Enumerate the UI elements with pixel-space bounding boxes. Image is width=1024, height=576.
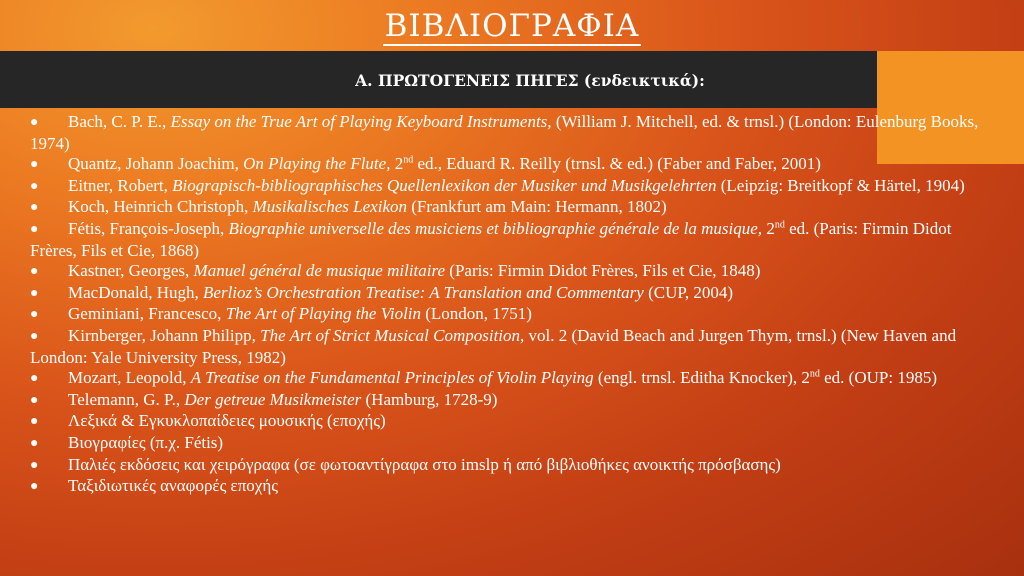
item-pre: Kastner, Georges, bbox=[68, 261, 194, 281]
bibliography-item bbox=[30, 154, 980, 176]
bullet-icon: ● bbox=[30, 200, 39, 216]
bullet-icon: ● bbox=[30, 221, 39, 237]
item-it: Musikalisches Lexikon bbox=[252, 197, 407, 217]
item-post: (Hamburg, 1728-9) bbox=[361, 389, 498, 409]
bullet-icon: ● bbox=[30, 371, 39, 387]
slide-title-text: ΒΙΒΛΙΟΓΡΑΦΙΑ bbox=[384, 8, 640, 44]
bullet-icon: ● bbox=[30, 435, 39, 451]
item-pre: Βιογραφίες (π.χ. Fétis) bbox=[68, 432, 224, 452]
bullet-icon: ● bbox=[30, 264, 39, 280]
bibliography-item bbox=[30, 112, 980, 154]
bibliography-item bbox=[30, 219, 980, 261]
item-post2: ed. (Paris: Firmin Didot Frères, Fils et Cie, 1868) bbox=[30, 218, 952, 260]
item-it: The Art of Strict Musical Composition, bbox=[260, 325, 525, 345]
section-subtitle: Α. ΠΡΩΤΟΓΕΝΕΙΣ ΠΗΓΕΣ (ενδεικτικά): bbox=[355, 71, 705, 90]
item-pre: Bach, C. P. E., bbox=[68, 112, 171, 131]
bibliography-item bbox=[30, 304, 980, 326]
bibliography-item bbox=[30, 326, 980, 368]
bibliography-item bbox=[30, 368, 980, 390]
item-post2: ed., Eduard R. Reilly (trnsl. & ed.) (Faber and Faber, 2001) bbox=[413, 154, 821, 174]
bibliography-item bbox=[30, 411, 980, 433]
bullet-icon: ● bbox=[30, 392, 39, 408]
item-post: 2 bbox=[762, 218, 775, 238]
bibliography-item bbox=[30, 197, 980, 219]
item-post: (engl. trnsl. Editha Knocker), 2 bbox=[593, 368, 810, 388]
item-sup: nd bbox=[774, 219, 785, 231]
item-sup: nd bbox=[403, 154, 414, 166]
item-post: (Frankfurt am Main: Hermann, 1802) bbox=[407, 197, 667, 217]
item-pre: Λεξικά & Εγκυκλοπαίδειες μουσικής (εποχής) bbox=[68, 411, 386, 431]
bullet-icon: ● bbox=[30, 414, 39, 430]
item-post: (CUP, 2004) bbox=[643, 282, 734, 302]
item-pre: Mozart, Leopold, bbox=[68, 368, 191, 388]
item-pre: Telemann, G. P., bbox=[68, 389, 185, 409]
bibliography-item bbox=[30, 390, 980, 412]
item-it: The Art of Playing the Violin bbox=[225, 304, 422, 324]
item-it: Biograpisch-bibliographisches Quellenlexikon der Musiker und Musikgelehrten bbox=[172, 175, 717, 195]
item-it: Berlioz’s Orchestration Treatise: A Translation and Commentary bbox=[203, 282, 644, 302]
item-it: Manuel général de musique militaire bbox=[193, 261, 446, 281]
bullet-icon: ● bbox=[30, 157, 39, 173]
item-post: (William J. Mitchell, ed. & trnsl.) (London: Eulenburg Books, 1974) bbox=[30, 112, 979, 153]
item-it: A Treatise on the Fundamental Principles of Violin Playing bbox=[190, 368, 594, 388]
bullet-icon: ● bbox=[30, 328, 39, 344]
bibliography-item bbox=[30, 283, 980, 305]
bullet-icon: ● bbox=[30, 285, 39, 301]
bibliography-item bbox=[30, 261, 980, 283]
item-pre: MacDonald, Hugh, bbox=[68, 282, 204, 302]
slide-title bbox=[0, 8, 1024, 44]
item-it: On Playing the Flute, bbox=[243, 154, 391, 174]
item-post: (London, 1751) bbox=[421, 304, 532, 324]
bullet-icon: ● bbox=[30, 307, 39, 323]
item-pre: Fétis, François-Joseph, bbox=[68, 218, 229, 238]
bullet-icon: ● bbox=[30, 479, 39, 495]
item-it: Biographie universelle des musiciens et bibliographie générale de la musique, bbox=[228, 218, 763, 238]
item-post: vol. 2 (David Beach and Jurgen Thym, trnsl.) (New Haven and London: Yale University Press, 1982) bbox=[30, 325, 957, 367]
item-post: (Leipzig: Breitkopf & Härtel, 1904) bbox=[716, 175, 965, 195]
bibliography-item bbox=[30, 455, 980, 477]
item-pre: Ταξιδιωτικές αναφορές εποχής bbox=[68, 476, 278, 496]
item-post: 2 bbox=[390, 154, 404, 174]
bibliography-list bbox=[30, 112, 980, 498]
item-post: (Paris: Firmin Didot Frères, Fils et Cie, 1848) bbox=[445, 261, 761, 281]
bibliography-item bbox=[30, 476, 980, 498]
item-post2: ed. (OUP: 1985) bbox=[819, 368, 937, 388]
item-pre: Geminiani, Francesco, bbox=[68, 304, 226, 324]
item-sup: nd bbox=[809, 368, 820, 380]
item-it: Der getreue Musikmeister bbox=[184, 389, 362, 409]
bullet-icon: ● bbox=[30, 178, 39, 194]
bullet-icon: ● bbox=[30, 457, 39, 473]
bibliography-item bbox=[30, 176, 980, 198]
item-pre: Παλιές εκδόσεις και χειρόγραφα (σε φωτοαντίγραφα στο imslp ή από βιβλιοθήκες ανοικτής πρόσβασης) bbox=[68, 454, 781, 474]
bullet-icon: ● bbox=[30, 115, 39, 130]
bibliography-item bbox=[30, 433, 980, 455]
item-pre: Kirnberger, Johann Philipp, bbox=[68, 325, 261, 345]
item-pre: Quantz, Johann Joachim, bbox=[68, 154, 244, 174]
item-it: Essay on the True Art of Playing Keyboard Instruments, bbox=[170, 112, 552, 131]
item-pre: Eitner, Robert, bbox=[68, 175, 173, 195]
item-pre: Koch, Heinrich Christoph, bbox=[68, 197, 253, 217]
